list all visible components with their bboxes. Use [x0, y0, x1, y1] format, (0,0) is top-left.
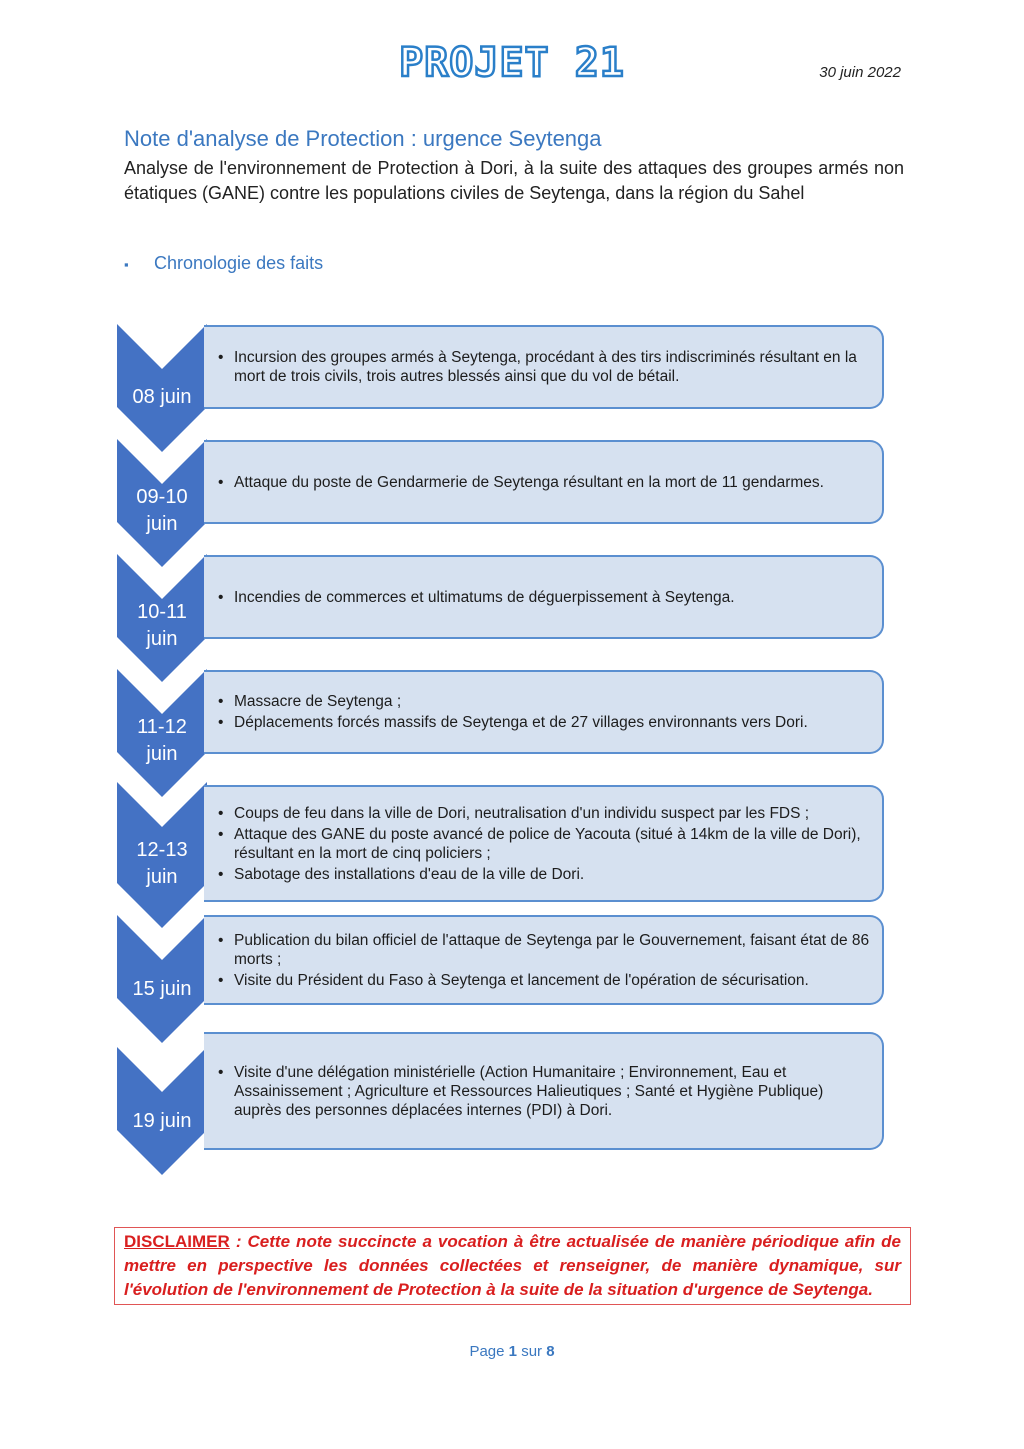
- timeline-event-list: [216, 346, 872, 388]
- timeline-event-item: • Attaque du poste de Gendarmerie de Seytenga résultant en la mort de 11 gendarmes.: [216, 473, 872, 492]
- timeline-date: [117, 684, 207, 798]
- timeline-event-item: • Publication du bilan officiel de l'attaque de Seytenga par le Gouvernement, faisant état de 86 morts ;: [216, 931, 872, 969]
- timeline-event-item: • Visite d'une délégation ministérielle (Action Humanitaire ; Environnement, Eau et Assainissement ; Agriculture et Ressources Halieutiques ; Santé et Hygiène Publique) auprès des personnes déplacées internes (PDI) à Dori.: [216, 1063, 872, 1120]
- section-heading-label: Chronologie des faits: [154, 253, 324, 273]
- projet21-logo: PROJET 21: [399, 40, 625, 86]
- page-subtitle: Analyse de l'environnement de Protection à Dori, à la suite des attaques des groupes armés non étatiques (GANE) contre les populations civiles de Seytenga, dans la région du Sahel: [124, 158, 904, 203]
- timeline-date: [117, 340, 207, 454]
- disclaimer-label: DISCLAIMER: [124, 1232, 230, 1251]
- timeline-date: [117, 569, 207, 683]
- timeline-date-line: 11-12: [137, 716, 187, 738]
- timeline-date-line: 09-10: [136, 486, 188, 508]
- timeline-event-item: • Incursion des groupes armés à Seytenga, procédant à des tirs indiscriminés résultant en la mort de trois civils, trois autres blessés ainsi que du vol de bétail.: [216, 348, 872, 386]
- footer-prefix: Page: [469, 1343, 505, 1360]
- timeline-event-box: [204, 785, 884, 902]
- timeline-date-line: 12-13: [136, 839, 188, 861]
- timeline-date-line: juin: [146, 743, 178, 765]
- timeline-chevron: [117, 324, 207, 452]
- timeline-event-item: • Coups de feu dans la ville de Dori, neutralisation d'un individu suspect par les FDS ;: [216, 804, 872, 823]
- footer-middle: sur: [521, 1343, 543, 1360]
- timeline-event-box: [204, 440, 884, 524]
- page-title: Note d'analyse de Protection : urgence Seytenga: [124, 126, 602, 151]
- timeline-event-box: [204, 1032, 884, 1150]
- disclaimer-text: : Cette note succincte a vocation à être actualisée de manière périodique afin de mettre en perspective les données collectées et renseigner, de manière dynamique, sur l'évolution de l'environnement de Protection à la suite de la situation d'urgence de Seytenga.: [124, 1232, 901, 1299]
- timeline-event-item: • Attaque des GANE du poste avancé de police de Yacouta (situé à 14km de la ville de Dori), résultant en la mort de cinq policiers ;: [216, 825, 872, 863]
- timeline-event-list: [216, 1061, 872, 1122]
- timeline-chevron: [117, 782, 207, 928]
- timeline-event-box: [204, 670, 884, 754]
- timeline-event-list: [216, 471, 872, 494]
- disclaimer-box: [114, 1227, 911, 1305]
- document-date: 30 juin 2022: [819, 64, 901, 81]
- timeline-date-line: juin: [146, 628, 178, 650]
- timeline-date-line: 08 juin: [132, 385, 192, 408]
- timeline-event-item: • Massacre de Seytenga ;: [216, 692, 872, 711]
- timeline-date: [117, 454, 207, 568]
- timeline-event-box: [204, 555, 884, 639]
- timeline-date: [117, 796, 207, 932]
- timeline-chevron: [117, 669, 207, 797]
- timeline-event-list: [216, 929, 872, 992]
- timeline-event-item: • Visite du Président du Faso à Seytenga et lancement de l'opération de sécurisation.: [216, 971, 872, 990]
- timeline-date-line: 15 juin: [132, 977, 192, 1000]
- timeline-event-list: [216, 690, 872, 734]
- page-footer: [0, 1343, 1024, 1360]
- timeline-date: [117, 1061, 207, 1181]
- timeline-event-item: • Incendies de commerces et ultimatums de déguerpissement à Seytenga.: [216, 588, 872, 607]
- timeline-date: [117, 929, 207, 1049]
- timeline-event-box: [204, 325, 884, 409]
- timeline-event-list: [216, 586, 872, 609]
- footer-page-total: 8: [546, 1343, 555, 1360]
- timeline-event-item: • Déplacements forcés massifs de Seytenga et de 27 villages environnants vers Dori.: [216, 713, 872, 732]
- timeline-event-box: [204, 915, 884, 1005]
- timeline-date-line: juin: [146, 866, 178, 888]
- footer-page-number: 1: [508, 1343, 518, 1360]
- timeline-date-line: 19 juin: [132, 1109, 192, 1132]
- timeline-date-line: juin: [146, 513, 178, 535]
- timeline-chevron: [117, 439, 207, 567]
- timeline-chevron: [117, 915, 207, 1043]
- square-bullet-icon: ▪: [124, 257, 129, 272]
- timeline-date-line: 10-11: [137, 601, 187, 623]
- timeline-chevron: [117, 1047, 207, 1175]
- timeline-event-item: • Sabotage des installations d'eau de la ville de Dori.: [216, 865, 872, 884]
- timeline-chevron: [117, 554, 207, 682]
- timeline-event-list: [216, 802, 872, 886]
